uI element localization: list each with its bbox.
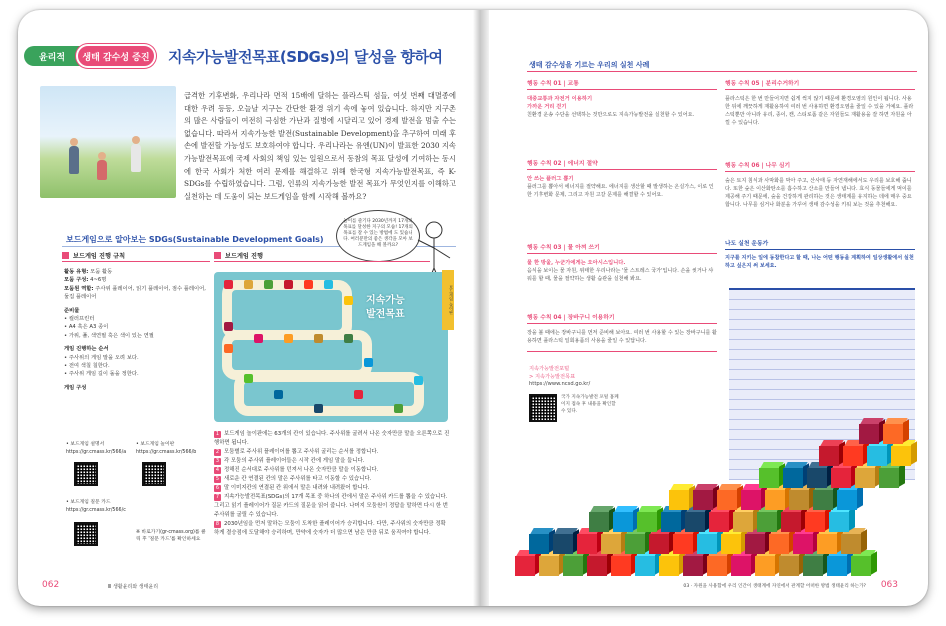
sdg-cube: [883, 418, 909, 444]
rules-heading: 보드게임 진행 규칙: [62, 250, 210, 262]
action-card: 행동 수칙 04 | 장바구니 이용하기 장을 볼 때에는 장바구니를 먼저 준비해 보아요. 여러 번 사용할 수 있는 장바구니를 활용하면 플라스틱 일회용품의 사용을 줄일 수 있답니다.: [527, 310, 717, 370]
qr-caption: 국가 지속가능발전 포털 홈페이지 접속 후 내용을 확인할 수 있다.: [561, 395, 619, 414]
intro-paragraph: 급격한 기후변화, 우리나라 면적 15배에 달하는 플라스틱 섬들, 여섯 번째 대멸종에 대한 우려 등등, 오늘날 지구는 간단한 환경 위기 속에 놓여 있습니다. 하지만 지구촌의 많은 사람들이 여전히 극심한 가난과 질병에 시달리고 있어 경제 발전을 멈출 수는 없습니다. 따라서 지속가능한 발전(Sustainable Development)을 추구하여 미래 후손에 발전할 가능성도 보호하여야 합니다. 우리나라는 유엔(UN)이 발표한 2030 지속가능발전목표에 국제 사회의 책임 있는 일원으로서 동참의 목표 달성에 기여하는 동시에 한국 사회가 처한 여러 문제를 해결하고 위해 한국형 지속가능발전목표, 즉 K-SDGs를 수립하였습니다. 그럼, 인류의 지속가능한 발전 목표가 무엇인지를 이해하고 실천하는 데 도움이 되는 보드게임을 함께 시작해 볼까요?: [184, 91, 456, 201]
speech-bubble: 놀이를 즐기다 2030년까지 17개의 목표를 달성한 지구의 모습! 17개의 목표를 잘 수 있는 방법에 도 있습니다. 여러분만의 좋은 생각을 모아 보드게임을 해 볼까요?: [336, 210, 420, 262]
sdg-cube: [553, 528, 579, 554]
right-divider: [527, 71, 917, 72]
sdg-cube: [693, 484, 719, 510]
actions-column-b: [725, 76, 915, 270]
qr-note: ※ 바로가기(gr-cmass.org)를 클릭 후 '질문 카드'를 확인하세요: [136, 530, 206, 542]
compose-c-label: • 보드게임 질문 카드: [66, 500, 111, 505]
running-footer-right: 03 · 자원을 사용함에 우리 인간이 생태계에 자연에서 관계할 어떠한 방법 생태윤리 하는가?: [683, 584, 866, 589]
square-bullet-icon: [62, 252, 69, 259]
qr-code-manual[interactable]: [74, 462, 98, 486]
action-card: 행동 수칙 01 | 교통 대중교통과 자전거 이용하기 가까운 거리 걷기 친환경 운송 수단을 선택하는 것만으로도 지속가능발전을 실천할 수 있어요.: [527, 76, 717, 156]
family-photo: [40, 86, 176, 198]
page-number-left: 062: [42, 580, 60, 590]
compose-b-url[interactable]: https://gr.cmass.kr/566/b: [136, 450, 197, 455]
action-card: 행동 수칙 02 | 에너지 절약 안 쓰는 플러그 뽑기 플러그를 뽑아서 에너지를 절약해요. 에너지를 생산할 때 발생하는 온실가스, 이로 인한 기후변화 문제, 그리고 자원 고갈 문제를 해결할 수 있어요.: [527, 156, 717, 240]
board-heading: 보드게임 진행: [214, 250, 430, 262]
compose-b-label: • 보드게임 놀이판: [136, 442, 175, 447]
board-game-image: [214, 272, 448, 422]
board-title: 지속가능 발전목표: [366, 295, 405, 320]
sdg-cube: [589, 506, 615, 532]
action-card: 행동 수칙 05 | 분리수거하기 플라스틱은 한 번 만들어지면 쉽게 썩지 않기 때문에 환경오염의 원인이 됩니다. 사용한 뒤에 깨끗하게 재활용하여 여러 번 사용하면 환경오염을 줄일 수 있을 거예요. 플라스틱뿐만 아니라 유리, 종이, 캔, 스티로폼 같은 자원들도 재활용을 잘 하면 자원을 아낄 수 있습니다.: [725, 76, 915, 158]
portal-link[interactable]: 지속가능발전포털 > 지속가능발전목표 https://www.ncsd.go.kr/: [529, 366, 591, 388]
sdg-cube: [717, 484, 743, 510]
book-spread: [18, 10, 928, 606]
game-steps: 1 보드게임 놀이판에는 63개의 칸이 있습니다. 주사위를 굴려서 나온 숫자만큼 말을 오른쪽으로 진행하면 됩니다. 2 모둠별로 주사위 플레이어를 뽑고 주사위 굴리는 순서를 정합니다. 3 각 모둠의 주사위 플레이어들은 시작 칸에 게임 말을 둡니다. 4 정해진 순서대로 주사위를 던져서 나온 숫자만큼 말을 이동합니다. 5 새로운 칸 연결된 칸의 말은 주사위를 타고 이동할 수 있습니다. 6 말 이미지칸의 연결된 칸 위에서 말은 내려와 내려왔어 합니다. 7 지속가능발전목표(SDGs)의 17개 목표 중 하나의 칸에서 말은 주사위 카드를 뽑을 수 있습니다. 그리고 읽기 플레이어가 질문 카드의 질문을 읽어 줍니다. 나머지 모둠원이 정답을 말하면 다시 한 번 주사위를 굴릴 수 있습니다. 8 2030년임을 먼저 말하는 모둠이 도착한 플레이어가 승리합니다. 다만, 주사위의 숫자만큼 정확하게 결승점에 도달해야 승리하며, 만약에 숫자가 더 많으면 남은 만큼 뒤로 움직여야 합니다.: [214, 431, 450, 536]
action-card: 행동 수칙 06 | 나무 심기 숲은 토지 침식과 사막화를 막아 주고, 산사태 등 자연재해에서도 우리를 보호해 줍니다. 또한 숲은 이산화탄소를 흡수하고 산소를 만들어 냅니다. 효식 동물들에게 먹이를 제공해 주기 때문에, 숲을 건강하게 관리하는 것은 생태계를 유지하는 데에 매우 중요합니다. 나무를 심거나 화분을 가꾸어 생태 감수성을 키워 보는 것을 추천해요.: [725, 158, 915, 238]
qr-code-portal[interactable]: [529, 394, 557, 422]
board-ribbon: 보드게임 놀이판: [442, 270, 454, 330]
sdg-cube: [613, 506, 639, 532]
qr-code-board[interactable]: [142, 462, 166, 486]
compose-c-url[interactable]: https://gr.cmass.kr/566/c: [66, 508, 126, 513]
sdg-cube: [859, 418, 885, 444]
sdg-cube: [637, 506, 663, 532]
topic-tag: 생태 감수성 증진: [76, 44, 156, 68]
page-number-right: 063: [880, 580, 898, 590]
left-page: [18, 10, 473, 606]
sdg-cube: [819, 440, 845, 466]
right-title: 생태 감수성을 기르는 우리의 실천 사례: [529, 61, 650, 69]
sdg-cube: [759, 462, 785, 488]
sdg-cube: [529, 528, 555, 554]
square-bullet-icon: [214, 252, 221, 259]
running-footer-left: Ⅲ 생활윤리와 생태윤리: [108, 584, 159, 590]
action-card: 행동 수칙 03 | 물 아껴 쓰기 물 한 방울, 누군가에게는 오아시스입니다. 음식을 보이는 물 자원, 위태한 우리나라는 '물 스트레스 국가'입니다. 손을 씻거나 샤워를 할 때, 물을 절약하는 생활 습관을 실천해 봐요.: [527, 240, 717, 310]
actions-column-a: [527, 76, 717, 370]
qr-code-cards[interactable]: [74, 522, 98, 546]
my-action-card: 나도 실천 운동가 지구를 지키는 일에 동참한다고 할 때, 나는 어떤 행동을 계획하여 일상생활에서 실천하고 싶은지 써 보세요.: [725, 238, 915, 270]
sdg-cube: [669, 484, 695, 510]
section-title: 보드게임으로 알아보는 SDGs(Sustainable Development Goals): [66, 235, 324, 244]
sdg-cube: [783, 462, 809, 488]
rules-list: 활동 유형: 모둠 활동 모둠 구성: 4~6명 모둠원 역할: 주사위 플레이어, 읽기 플레이어, 점수 플레이어, 둘집 플레이어 준비물 • 컬러프린터 • A4 혹은 A3 종이 • 가위, 풀, 색연필 혹은 색이 있는 연필 게임 진행하는 순서 • 주사위의 게임 말을 오려 보다. • 전여 색칠 칠한다. • 주사위 게임 길이 돌을 정한다. 게임 구성: [64, 269, 206, 391]
page-title: 지속가능발전목표(SDGs)의 달성을 향하여: [168, 48, 443, 66]
right-page: [489, 10, 928, 606]
compose-a-label: • 보드게임 설명서: [66, 442, 105, 447]
compose-a-url[interactable]: https://gr.cmass.kr/566/a: [66, 450, 127, 455]
book-spine: [473, 10, 489, 606]
category-tag: 윤리적: [24, 46, 80, 66]
